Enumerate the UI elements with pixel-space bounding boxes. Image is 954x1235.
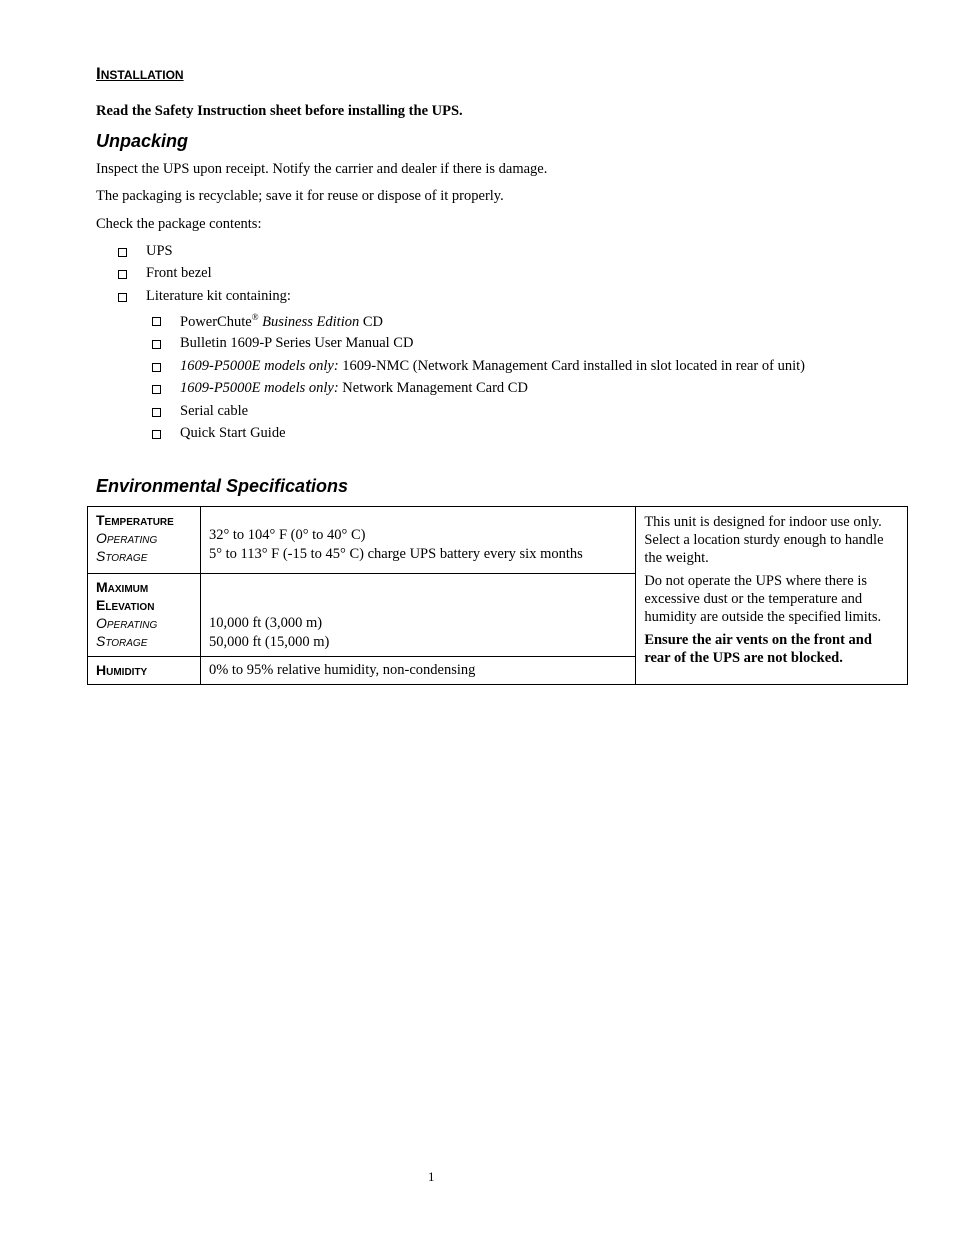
env-spec-table xyxy=(87,506,908,685)
checkbox-icon xyxy=(152,317,161,326)
paragraph-recyclable: The packaging is recyclable; save it for reuse or dispose of it properly. xyxy=(96,188,504,204)
temperature-storage: 5° to 113° F (-15 to 45° C) charge UPS battery every six months xyxy=(208,546,583,562)
note-vents: Ensure the air vents on the front and rear of the UPS are not blocked. xyxy=(644,632,872,666)
checkbox-icon xyxy=(152,363,161,372)
list-item-label: PowerChute® Business Edition CD xyxy=(180,312,384,330)
humidity-label: Humidity xyxy=(96,662,148,678)
temperature-label-cell xyxy=(88,507,201,574)
elevation-operating: 10,000 ft (3,000 m) xyxy=(208,615,323,631)
notes-cell xyxy=(636,507,908,685)
checkbox-icon xyxy=(118,248,127,257)
table-row xyxy=(88,507,908,574)
list-item-label: Literature kit containing: xyxy=(146,288,291,304)
checkbox-icon xyxy=(152,430,161,439)
operating-label: Operating xyxy=(96,615,158,631)
elevation-label-cell xyxy=(88,574,201,657)
elevation-label-elevation: Elevation xyxy=(96,597,155,613)
paragraph-check-contents: Check the package contents: xyxy=(96,216,262,232)
checkbox-icon xyxy=(152,408,161,417)
section-heading: Installation xyxy=(96,64,184,83)
operating-label: Operating xyxy=(96,530,158,546)
note-dust: Do not operate the UPS where there is excessive dust or the temperature and humidity are outside the specified limits. xyxy=(644,573,882,625)
elevation-storage: 50,000 ft (15,000 m) xyxy=(208,634,330,650)
paragraph-inspect: Inspect the UPS upon receipt. Notify the carrier and dealer if there is damage. xyxy=(96,161,548,177)
page-number: 1 xyxy=(428,1169,435,1184)
note-indoor: This unit is designed for indoor use only. Select a location sturdy enough to handle the weight. xyxy=(644,514,884,566)
storage-label: Storage xyxy=(96,633,148,649)
checkbox-icon xyxy=(152,340,161,349)
safety-note: Read the Safety Instruction sheet before installing the UPS. xyxy=(96,103,463,119)
list-item-label: Serial cable xyxy=(180,403,249,419)
humidity-value: 0% to 95% relative humidity, non-condensing xyxy=(208,662,476,678)
list-item-label: Quick Start Guide xyxy=(180,425,286,441)
temperature-operating: 32° to 104° F (0° to 40° C) xyxy=(208,527,366,543)
list-item-label: 1609-P5000E models only: Network Management Card CD xyxy=(180,380,528,396)
list-item-label: 1609-P5000E models only: 1609-NMC (Network Management Card installed in slot located in rear of unit) xyxy=(180,358,805,374)
humidity-label-cell xyxy=(88,657,201,685)
storage-label: Storage xyxy=(96,548,148,564)
checkbox-icon xyxy=(152,385,161,394)
list-item-label: Bulletin 1609-P Series User Manual CD xyxy=(180,335,414,351)
temperature-label: Temperature xyxy=(96,512,174,528)
elevation-label-maximum: Maximum xyxy=(96,579,149,595)
checkbox-icon xyxy=(118,293,127,302)
humidity-value-cell xyxy=(200,657,635,685)
unpacking-heading: Unpacking xyxy=(96,131,189,151)
list-item-label: UPS xyxy=(146,243,173,259)
elevation-value-cell xyxy=(200,574,635,657)
checkbox-icon xyxy=(118,270,127,279)
temperature-value-cell xyxy=(200,507,635,574)
list-item-label: Front bezel xyxy=(146,265,212,281)
env-heading: Environmental Specifications xyxy=(96,476,349,496)
